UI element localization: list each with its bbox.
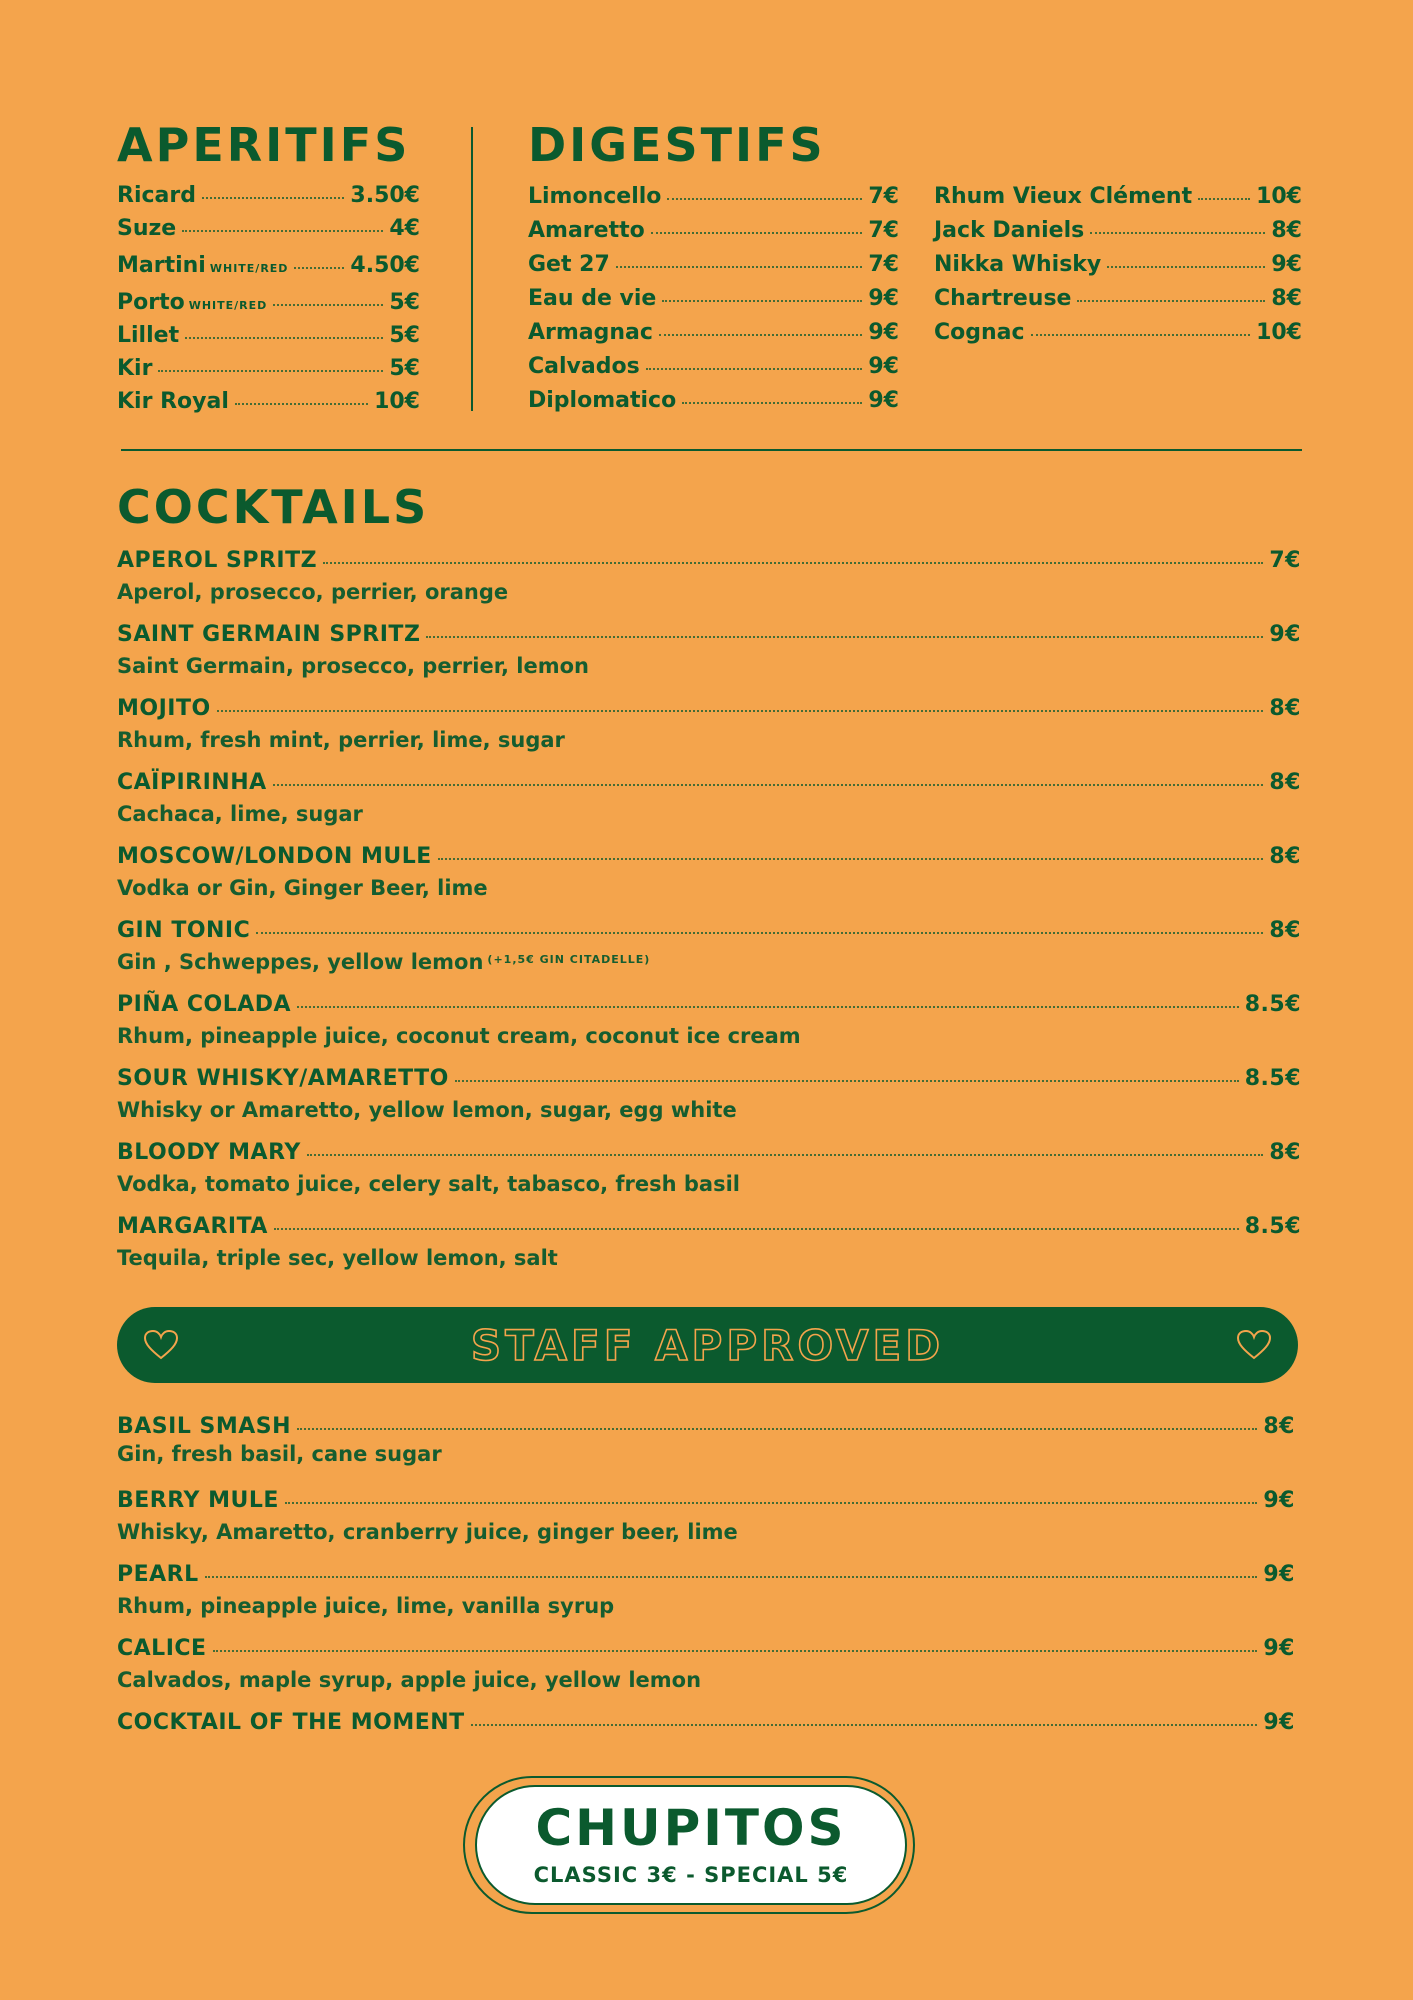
cocktail-price: 8€ — [1269, 696, 1301, 721]
chupitos-subtitle: CLASSIC 3€ - SPECIAL 5€ — [533, 1863, 849, 1887]
item-name: Jack Daniels — [934, 218, 1085, 243]
item-name: Porto — [117, 290, 185, 315]
cocktail-description: Gin, fresh basil, cane sugar — [117, 1442, 442, 1466]
item-note: WHITE/RED — [188, 299, 268, 312]
cocktail-description: Saint Germain, prosecco, perrier, lemon — [117, 654, 589, 678]
cocktail-price: 8€ — [1269, 844, 1301, 869]
cocktail-name: PIÑA COLADA — [117, 992, 292, 1017]
cocktail-price: 9€ — [1263, 1710, 1295, 1735]
section-divider — [121, 449, 1302, 451]
item-note: WHITE/RED — [209, 262, 289, 275]
item-name: Lillet — [117, 323, 180, 348]
cocktail-price: 8€ — [1269, 918, 1301, 943]
item-price: 10€ — [374, 389, 420, 414]
cocktail-item — [117, 1068, 1301, 1122]
cocktail-name: SOUR WHISKY/AMARETTO — [117, 1066, 449, 1091]
cocktail-item — [117, 994, 1301, 1048]
cocktail-name: CAÏPIRINHA — [117, 770, 267, 795]
staff-approved-title: STAFF APPROVED — [470, 1320, 945, 1370]
cocktails-heading: COCKTAILS — [117, 480, 430, 534]
cocktail-price: 8€ — [1263, 1414, 1295, 1439]
staff-item — [117, 1564, 1295, 1618]
cocktail-item — [117, 920, 1301, 974]
item-price: 9€ — [868, 354, 899, 379]
cocktail-description: Rhum, fresh mint, perrier, lime, sugar — [117, 728, 565, 752]
cocktail-name: CALICE — [117, 1636, 207, 1661]
menu-item — [528, 356, 899, 378]
cocktail-description: Cachaca, lime, sugar — [117, 802, 363, 826]
cocktail-item — [117, 772, 1301, 826]
cocktail-description: Vodka or Gin, Ginger Beer, lime — [117, 876, 488, 900]
cocktail-description: Rhum, pineapple juice, lime, vanilla syrup — [117, 1594, 615, 1618]
menu-item — [117, 325, 420, 347]
item-name: Rhum Vieux Clément — [934, 184, 1193, 209]
menu-item — [528, 254, 899, 276]
cocktail-item — [117, 624, 1301, 678]
cocktail-description: Aperol, prosecco, perrier, orange — [117, 580, 509, 604]
cocktail-name: BERRY MULE — [117, 1488, 279, 1513]
menu-item — [117, 185, 420, 207]
cocktail-name: MOSCOW/LONDON MULE — [117, 844, 432, 869]
item-name: Amaretto — [528, 218, 645, 243]
cocktail-name: APEROL SPRITZ — [117, 548, 318, 573]
menu-item — [934, 288, 1302, 310]
item-name: Armagnac — [528, 320, 653, 345]
menu-item — [528, 220, 899, 242]
cocktail-description — [117, 950, 1301, 974]
cocktail-description: Rhum, pineapple juice, coconut cream, coconut ice cream — [117, 1024, 801, 1048]
item-price: 10€ — [1256, 320, 1302, 345]
menu-item — [934, 220, 1302, 242]
digestifs-heading: DIGESTIFS — [528, 118, 826, 172]
item-price: 10€ — [1256, 184, 1302, 209]
item-name: Kir — [117, 356, 153, 381]
cocktail-price: 8.5€ — [1244, 1066, 1301, 1091]
column-divider — [471, 127, 473, 411]
cocktail-description: Tequila, triple sec, yellow lemon, salt — [117, 1246, 558, 1270]
item-name: Limoncello — [528, 184, 662, 209]
cocktail-name: MARGARITA — [117, 1214, 268, 1239]
item-price: 9€ — [868, 388, 899, 413]
cocktail-price: 8.5€ — [1244, 992, 1301, 1017]
menu-item — [117, 255, 420, 277]
menu-item — [934, 186, 1302, 208]
menu-item — [528, 322, 899, 344]
menu-item — [528, 390, 899, 412]
cocktail-item — [117, 1142, 1301, 1196]
heart-icon — [1236, 1329, 1272, 1361]
cocktail-description: Whisky or Amaretto, yellow lemon, sugar, egg white — [117, 1098, 737, 1122]
item-name: Martini — [117, 253, 206, 278]
item-name: Suze — [117, 216, 177, 241]
item-price: 7€ — [868, 252, 899, 277]
item-name: Ricard — [117, 183, 196, 208]
cocktail-description: Whisky, Amaretto, cranberry juice, ginger beer, lime — [117, 1520, 738, 1544]
item-name: Chartreuse — [934, 286, 1072, 311]
item-price: 9€ — [1271, 252, 1302, 277]
menu-item — [117, 218, 420, 240]
heart-icon — [143, 1329, 179, 1361]
item-price: 9€ — [868, 286, 899, 311]
item-price: 8€ — [1271, 286, 1302, 311]
item-price: 5€ — [389, 323, 420, 348]
cocktail-name: COCKTAIL OF THE MOMENT — [117, 1710, 465, 1735]
staff-item — [117, 1712, 1295, 1734]
cocktail-description: Vodka, tomato juice, celery salt, tabasco, fresh basil — [117, 1172, 740, 1196]
cocktail-name: MOJITO — [117, 696, 211, 721]
cocktail-name: SAINT GERMAIN SPRITZ — [117, 622, 421, 647]
menu-item — [117, 358, 420, 380]
item-price: 3.50€ — [350, 183, 420, 208]
cocktail-item — [117, 698, 1301, 752]
menu-item — [528, 186, 899, 208]
item-price: 5€ — [389, 290, 420, 315]
item-price: 7€ — [868, 218, 899, 243]
item-price: 9€ — [868, 320, 899, 345]
cocktail-price: 9€ — [1263, 1636, 1295, 1661]
cocktail-item — [117, 1216, 1301, 1270]
menu-item — [934, 322, 1302, 344]
staff-item — [117, 1638, 1295, 1692]
item-name: Get 27 — [528, 252, 610, 277]
menu-item — [934, 254, 1302, 276]
item-name: Eau de vie — [528, 286, 657, 311]
cocktail-name: GIN TONIC — [117, 918, 251, 943]
staff-item — [117, 1490, 1295, 1544]
item-name: Calvados — [528, 354, 640, 379]
staff-item — [117, 1416, 1295, 1466]
cocktail-description: Calvados, maple syrup, apple juice, yellow lemon — [117, 1668, 702, 1692]
staff-approved-banner — [117, 1307, 1298, 1383]
cocktail-price: 9€ — [1263, 1488, 1295, 1513]
chupitos-title: CHUPITOS — [535, 1799, 847, 1857]
item-price: 8€ — [1271, 218, 1302, 243]
aperitifs-heading: APERITIFS — [117, 118, 411, 172]
cocktail-note: (+1,5€ GIN CITADELLE) — [487, 953, 651, 966]
item-price: 4€ — [389, 216, 420, 241]
cocktail-price: 8€ — [1269, 770, 1301, 795]
item-name: Nikka Whisky — [934, 252, 1102, 277]
menu-item — [528, 288, 899, 310]
item-price: 4.50€ — [350, 253, 420, 278]
cocktail-name: BLOODY MARY — [117, 1140, 301, 1165]
cocktail-name: BASIL SMASH — [117, 1414, 292, 1439]
item-price: 5€ — [389, 356, 420, 381]
cocktail-price: 9€ — [1269, 622, 1301, 647]
cocktail-description-text: Gin , Schweppes, yellow lemon — [117, 950, 484, 974]
item-price: 7€ — [868, 184, 899, 209]
menu-item — [117, 292, 420, 314]
menu-item — [117, 391, 420, 413]
cocktail-price: 9€ — [1263, 1562, 1295, 1587]
item-name: Cognac — [934, 320, 1025, 345]
cocktail-price: 8€ — [1269, 1140, 1301, 1165]
cocktail-name: PEARL — [117, 1562, 199, 1587]
cocktail-price: 7€ — [1269, 548, 1301, 573]
cocktail-item — [117, 550, 1301, 604]
cocktail-item — [117, 846, 1301, 900]
chupitos-badge — [475, 1785, 907, 1905]
item-name: Diplomatico — [528, 388, 677, 413]
cocktail-price: 8.5€ — [1244, 1214, 1301, 1239]
item-name: Kir Royal — [117, 389, 229, 414]
